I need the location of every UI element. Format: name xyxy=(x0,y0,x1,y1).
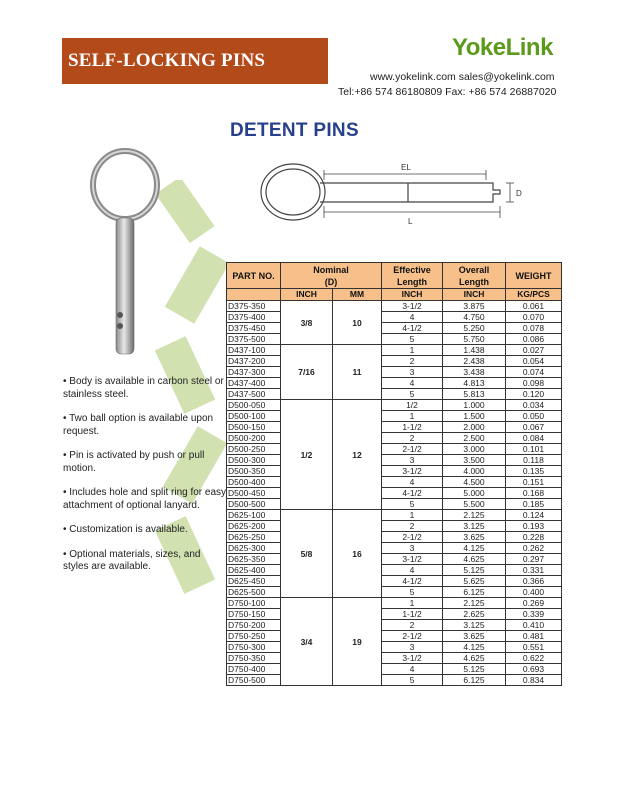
table-row xyxy=(227,576,562,587)
part-number-cell: D375-350 xyxy=(227,301,281,312)
weight-cell: 0.410 xyxy=(506,620,562,631)
part-number-cell: D625-300 xyxy=(227,543,281,554)
effective-length-cell: 4 xyxy=(382,477,443,488)
overall-length-cell: 3.625 xyxy=(443,631,506,642)
part-number-cell: D500-500 xyxy=(227,499,281,510)
weight-cell: 0.269 xyxy=(506,598,562,609)
feature-item: • Body is available in carbon steel or stainless steel. xyxy=(63,376,224,400)
weight-cell: 0.693 xyxy=(506,664,562,675)
table-row xyxy=(227,367,562,378)
weight-cell: 0.151 xyxy=(506,477,562,488)
feature-item: • Pin is activated by push or pull motion. xyxy=(63,450,205,474)
table-row xyxy=(227,345,562,356)
part-number-cell: D437-400 xyxy=(227,378,281,389)
overall-length-cell: 2.625 xyxy=(443,609,506,620)
table-row xyxy=(227,389,562,400)
effective-length-cell: 3-1/2 xyxy=(382,466,443,477)
effective-length-cell: 2 xyxy=(382,620,443,631)
table-row xyxy=(227,312,562,323)
effective-length-cell: 1 xyxy=(382,345,443,356)
overall-length-cell: 2.125 xyxy=(443,510,506,521)
effective-length-cell: 3 xyxy=(382,543,443,554)
weight-cell: 0.120 xyxy=(506,389,562,400)
table-row xyxy=(227,543,562,554)
effective-length-cell: 1 xyxy=(382,411,443,422)
header-nominal xyxy=(281,263,382,289)
weight-cell: 0.366 xyxy=(506,576,562,587)
header-part-no: PART NO. xyxy=(227,263,281,289)
weight-cell: 0.054 xyxy=(506,356,562,367)
overall-length-cell: 3.000 xyxy=(443,444,506,455)
effective-length-cell: 5 xyxy=(382,499,443,510)
overall-length-cell: 5.000 xyxy=(443,488,506,499)
effective-length-cell: 1 xyxy=(382,510,443,521)
effective-length-cell: 2 xyxy=(382,521,443,532)
overall-length-cell: 5.625 xyxy=(443,576,506,587)
effective-length-cell: 5 xyxy=(382,587,443,598)
nominal-inch-cell: 3/8 xyxy=(281,301,333,345)
effective-length-cell: 3-1/2 xyxy=(382,554,443,565)
overall-length-cell: 5.125 xyxy=(443,664,506,675)
table-row xyxy=(227,488,562,499)
weight-cell: 0.400 xyxy=(506,587,562,598)
feature-item: • Two ball option is available upon request. xyxy=(63,413,214,437)
header-effective-length xyxy=(382,263,443,289)
part-number-cell: D625-450 xyxy=(227,576,281,587)
contact-web-email: www.yokelink.com sales@yokelink.com xyxy=(370,71,555,83)
table-row xyxy=(227,598,562,609)
table-row xyxy=(227,675,562,686)
header-kg: KG/PCS xyxy=(506,289,562,301)
overall-length-cell: 3.500 xyxy=(443,455,506,466)
overall-length-cell: 4.000 xyxy=(443,466,506,477)
table-row xyxy=(227,609,562,620)
part-number-cell: D625-350 xyxy=(227,554,281,565)
overall-length-cell: 3.875 xyxy=(443,301,506,312)
effective-length-cell: 1 xyxy=(382,598,443,609)
table-row xyxy=(227,499,562,510)
effective-length-cell: 2 xyxy=(382,356,443,367)
overall-length-cell: 1.438 xyxy=(443,345,506,356)
part-number-cell: D437-500 xyxy=(227,389,281,400)
header-blank xyxy=(227,289,281,301)
part-number-cell: D500-100 xyxy=(227,411,281,422)
pin-dimension-diagram xyxy=(258,150,538,235)
effective-length-cell: 2-1/2 xyxy=(382,444,443,455)
table-row xyxy=(227,334,562,345)
effective-length-cell: 2-1/2 xyxy=(382,631,443,642)
effective-length-cell: 4-1/2 xyxy=(382,323,443,334)
header-ol-inch: INCH xyxy=(443,289,506,301)
brand-logo: YokeLink xyxy=(452,34,553,61)
header-effective-label: Effective xyxy=(393,264,431,275)
weight-cell: 0.834 xyxy=(506,675,562,686)
overall-length-cell: 5.750 xyxy=(443,334,506,345)
weight-cell: 0.551 xyxy=(506,642,562,653)
part-number-cell: D750-150 xyxy=(227,609,281,620)
weight-cell: 0.074 xyxy=(506,367,562,378)
detent-pin-spec-table xyxy=(226,262,562,686)
overall-length-cell: 2.000 xyxy=(443,422,506,433)
weight-cell: 0.124 xyxy=(506,510,562,521)
weight-cell: 0.481 xyxy=(506,631,562,642)
table-row xyxy=(227,653,562,664)
part-number-cell: D750-300 xyxy=(227,642,281,653)
effective-length-cell: 5 xyxy=(382,334,443,345)
part-number-cell: D500-450 xyxy=(227,488,281,499)
weight-cell: 0.061 xyxy=(506,301,562,312)
overall-length-cell: 2.438 xyxy=(443,356,506,367)
nominal-mm-cell: 12 xyxy=(333,400,382,510)
table-row xyxy=(227,565,562,576)
overall-length-cell: 4.500 xyxy=(443,477,506,488)
part-number-cell: D625-400 xyxy=(227,565,281,576)
overall-length-cell: 6.125 xyxy=(443,587,506,598)
part-number-cell: D437-100 xyxy=(227,345,281,356)
part-number-cell: D500-400 xyxy=(227,477,281,488)
table-row xyxy=(227,455,562,466)
feature-item: • Optional materials, sizes, and styles are available. xyxy=(63,548,201,572)
overall-length-cell: 4.625 xyxy=(443,653,506,664)
overall-length-cell: 6.125 xyxy=(443,675,506,686)
weight-cell: 0.262 xyxy=(506,543,562,554)
effective-length-cell: 3 xyxy=(382,642,443,653)
effective-length-cell: 2 xyxy=(382,433,443,444)
overall-length-cell: 2.500 xyxy=(443,433,506,444)
d-dimension-label: D xyxy=(516,189,522,198)
part-number-cell: D500-350 xyxy=(227,466,281,477)
overall-length-cell: 5.125 xyxy=(443,565,506,576)
overall-length-cell: 5.250 xyxy=(443,323,506,334)
weight-cell: 0.084 xyxy=(506,433,562,444)
table-row xyxy=(227,301,562,312)
table-row xyxy=(227,664,562,675)
overall-length-cell: 3.625 xyxy=(443,532,506,543)
weight-cell: 0.098 xyxy=(506,378,562,389)
overall-length-cell: 3.125 xyxy=(443,521,506,532)
effective-length-cell: 1-1/2 xyxy=(382,609,443,620)
effective-length-cell: 1-1/2 xyxy=(382,422,443,433)
part-number-cell: D437-300 xyxy=(227,367,281,378)
spec-table-body xyxy=(227,301,562,686)
part-number-cell: D750-500 xyxy=(227,675,281,686)
effective-length-cell: 3-1/2 xyxy=(382,301,443,312)
table-row xyxy=(227,642,562,653)
l-dimension-label: L xyxy=(408,217,413,226)
weight-cell: 0.101 xyxy=(506,444,562,455)
header-overall-label: Overall xyxy=(458,264,490,275)
overall-length-cell: 5.813 xyxy=(443,389,506,400)
overall-length-cell: 1.000 xyxy=(443,400,506,411)
header-effective-sub: Length xyxy=(397,276,427,287)
effective-length-cell: 4-1/2 xyxy=(382,576,443,587)
part-number-cell: D375-450 xyxy=(227,323,281,334)
weight-cell: 0.027 xyxy=(506,345,562,356)
part-number-cell: D750-400 xyxy=(227,664,281,675)
table-row xyxy=(227,356,562,367)
table-row xyxy=(227,477,562,488)
effective-length-cell: 4 xyxy=(382,664,443,675)
weight-cell: 0.135 xyxy=(506,466,562,477)
table-row xyxy=(227,422,562,433)
effective-length-cell: 3-1/2 xyxy=(382,653,443,664)
overall-length-cell: 4.813 xyxy=(443,378,506,389)
table-row xyxy=(227,466,562,477)
weight-cell: 0.034 xyxy=(506,400,562,411)
effective-length-cell: 4-1/2 xyxy=(382,488,443,499)
overall-length-cell: 3.125 xyxy=(443,620,506,631)
effective-length-cell: 5 xyxy=(382,389,443,400)
overall-length-cell: 3.438 xyxy=(443,367,506,378)
weight-cell: 0.228 xyxy=(506,532,562,543)
nominal-mm-cell: 11 xyxy=(333,345,382,400)
table-row xyxy=(227,378,562,389)
effective-length-cell: 4 xyxy=(382,312,443,323)
effective-length-cell: 5 xyxy=(382,675,443,686)
part-number-cell: D375-400 xyxy=(227,312,281,323)
el-dimension-label: EL xyxy=(401,163,411,172)
table-row xyxy=(227,323,562,334)
part-number-cell: D500-150 xyxy=(227,422,281,433)
part-number-cell: D625-250 xyxy=(227,532,281,543)
table-row xyxy=(227,444,562,455)
page-title: DETENT PINS xyxy=(230,120,359,141)
nominal-inch-cell: 5/8 xyxy=(281,510,333,598)
weight-cell: 0.078 xyxy=(506,323,562,334)
header-overall-length xyxy=(443,263,506,289)
overall-length-cell: 4.125 xyxy=(443,543,506,554)
nominal-mm-cell: 16 xyxy=(333,510,382,598)
effective-length-cell: 3 xyxy=(382,455,443,466)
weight-cell: 0.622 xyxy=(506,653,562,664)
effective-length-cell: 1/2 xyxy=(382,400,443,411)
weight-cell: 0.086 xyxy=(506,334,562,345)
table-row xyxy=(227,631,562,642)
overall-length-cell: 4.750 xyxy=(443,312,506,323)
nominal-inch-cell: 1/2 xyxy=(281,400,333,510)
weight-cell: 0.168 xyxy=(506,488,562,499)
part-number-cell: D500-250 xyxy=(227,444,281,455)
table-row xyxy=(227,554,562,565)
part-number-cell: D500-300 xyxy=(227,455,281,466)
part-number-cell: D625-200 xyxy=(227,521,281,532)
contact-phone-fax: Tel:+86 574 86180809 Fax: +86 574 26887020 xyxy=(338,86,557,98)
part-number-cell: D437-200 xyxy=(227,356,281,367)
header-el-inch: INCH xyxy=(382,289,443,301)
weight-cell: 0.067 xyxy=(506,422,562,433)
header-inch: INCH xyxy=(281,289,333,301)
table-row xyxy=(227,521,562,532)
effective-length-cell: 3 xyxy=(382,367,443,378)
header-weight: WEIGHT xyxy=(506,263,562,289)
table-row xyxy=(227,400,562,411)
part-number-cell: D750-350 xyxy=(227,653,281,664)
effective-length-cell: 4 xyxy=(382,565,443,576)
feature-list xyxy=(63,376,228,586)
part-number-cell: D750-250 xyxy=(227,631,281,642)
part-number-cell: D625-500 xyxy=(227,587,281,598)
table-row xyxy=(227,510,562,521)
header-overall-sub: Length xyxy=(459,276,489,287)
effective-length-cell: 4 xyxy=(382,378,443,389)
part-number-cell: D750-200 xyxy=(227,620,281,631)
feature-item: • Customization is available. xyxy=(63,524,188,535)
table-row xyxy=(227,411,562,422)
nominal-mm-cell: 10 xyxy=(333,301,382,345)
part-number-cell: D625-100 xyxy=(227,510,281,521)
overall-length-cell: 1.500 xyxy=(443,411,506,422)
weight-cell: 0.185 xyxy=(506,499,562,510)
header-nominal-label: Nominal xyxy=(313,264,349,275)
header-mm: MM xyxy=(333,289,382,301)
table-row xyxy=(227,532,562,543)
overall-length-cell: 4.125 xyxy=(443,642,506,653)
weight-cell: 0.297 xyxy=(506,554,562,565)
overall-length-cell: 5.500 xyxy=(443,499,506,510)
table-row xyxy=(227,620,562,631)
effective-length-cell: 2-1/2 xyxy=(382,532,443,543)
header-nominal-sub: (D) xyxy=(324,276,338,287)
weight-cell: 0.193 xyxy=(506,521,562,532)
overall-length-cell: 2.125 xyxy=(443,598,506,609)
weight-cell: 0.118 xyxy=(506,455,562,466)
weight-cell: 0.070 xyxy=(506,312,562,323)
nominal-inch-cell: 7/16 xyxy=(281,345,333,400)
part-number-cell: D375-500 xyxy=(227,334,281,345)
nominal-mm-cell: 19 xyxy=(333,598,382,686)
nominal-inch-cell: 3/4 xyxy=(281,598,333,686)
weight-cell: 0.339 xyxy=(506,609,562,620)
detent-pin-photo xyxy=(80,140,170,360)
part-number-cell: D750-100 xyxy=(227,598,281,609)
table-row xyxy=(227,433,562,444)
table-row xyxy=(227,587,562,598)
part-number-cell: D500-050 xyxy=(227,400,281,411)
feature-item: • Includes hole and split ring for easy attachment of optional lanyard. xyxy=(63,487,227,511)
header-banner: SELF-LOCKING PINS xyxy=(62,38,328,84)
weight-cell: 0.331 xyxy=(506,565,562,576)
part-number-cell: D500-200 xyxy=(227,433,281,444)
overall-length-cell: 4.625 xyxy=(443,554,506,565)
weight-cell: 0.050 xyxy=(506,411,562,422)
